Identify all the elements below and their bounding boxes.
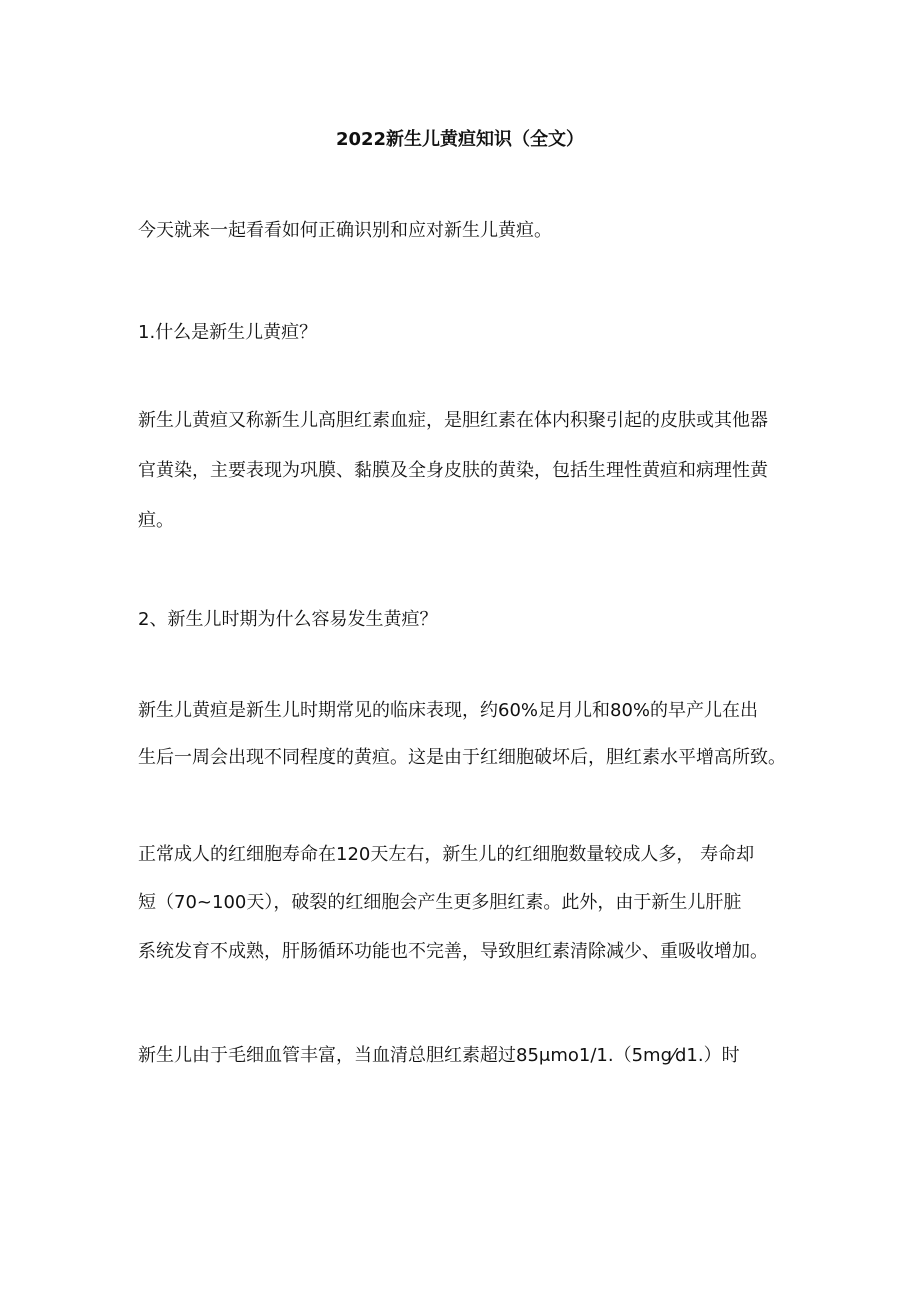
paragraph-line: 生后一周会出现不同程度的黄疸。这是由于红细胞破坏后，胆红素水平增高所致。 (138, 747, 786, 768)
paragraph-line: 短（70~100天），破裂的红细胞会产生更多胆红素。此外，由于新生儿肝脏 (138, 892, 742, 913)
document-title: 2022新生儿黄疸知识（全文） (335, 129, 585, 150)
paragraph-line: 疸。 (138, 510, 174, 531)
paragraph-line: 官黄染，主要表现为巩膜、黏膜及全身皮肤的黄染，包括生理性黄疸和病理性黄 (138, 460, 768, 481)
section-heading-why-jaundice: 2、新生儿时期为什么容易发生黄疸？ (138, 609, 438, 630)
paragraph-line: 新生儿黄疸是新生儿时期常见的临床表现，约60%足月儿和80%的早产儿在出 (138, 700, 759, 721)
intro-paragraph: 今天就来一起看看如何正确识别和应对新生儿黄疸。 (138, 220, 552, 241)
paragraph-line: 新生儿由于毛细血管丰富，当血清总胆红素超过85μmo1∕1.（5mg⁄d1.）时 (138, 1045, 740, 1066)
paragraph-line: 新生儿黄疸又称新生儿高胆红素血症，是胆红素在体内积聚引起的皮肤或其他器 (138, 410, 768, 431)
paragraph-line: 正常成人的红细胞寿命在120天左右，新生儿的红细胞数量较成人多， 寿命却 (138, 844, 755, 865)
section-heading-what-is-jaundice: 1.什么是新生儿黄疸？ (138, 322, 318, 343)
paragraph-line: 系统发育不成熟，肝肠循环功能也不完善，导致胆红素清除减少、重吸收增加。 (138, 941, 768, 962)
